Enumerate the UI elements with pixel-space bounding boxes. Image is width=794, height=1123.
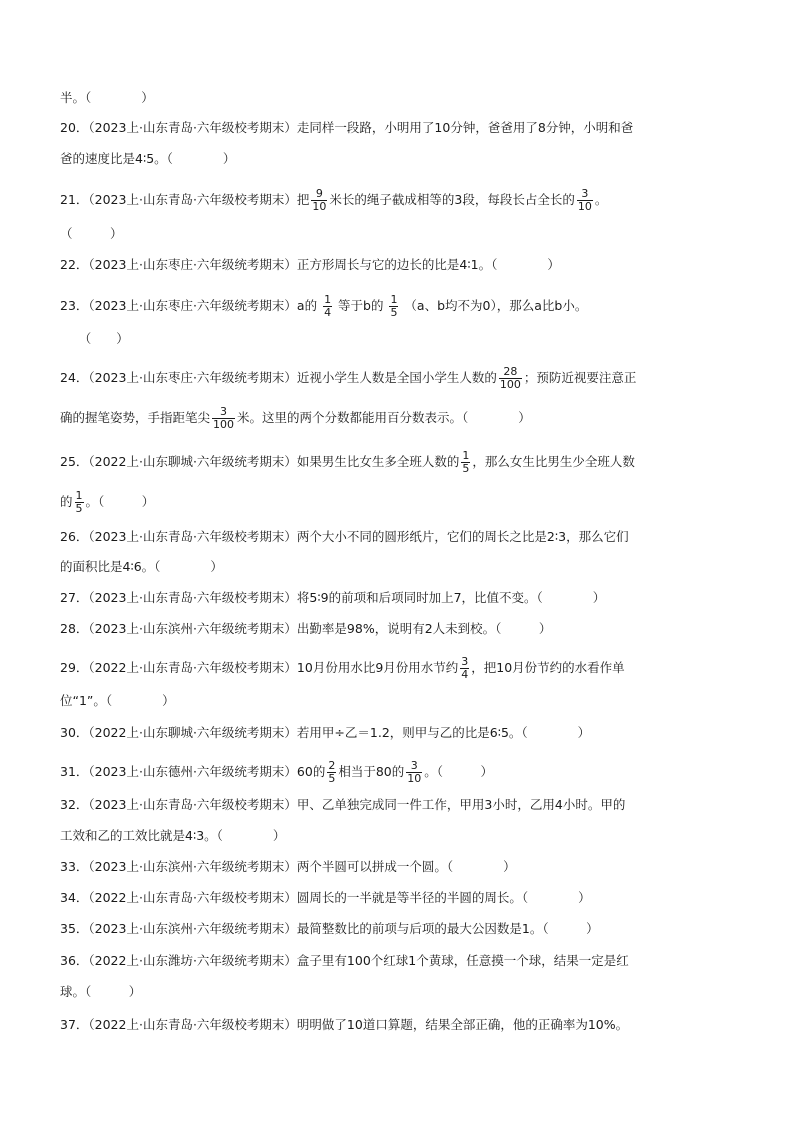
question-text: 24．（2023上·山东枣庄·六年级统考期末）近视小学生人数是全国小学生人数的 (60, 370, 497, 385)
question-text: 的面积比是4∶6。（ ） (60, 559, 223, 574)
fraction (461, 450, 470, 475)
question-text: 工效和乙的工效比就是4∶3。（ ） (60, 828, 286, 843)
question-line-q37 (60, 1016, 628, 1034)
fraction-denominator: 5 (390, 306, 398, 319)
question-line-q32b (60, 827, 285, 845)
fraction-numerator: 9 (311, 188, 327, 201)
question-line-q28 (60, 620, 551, 638)
question-text: （ ） (60, 331, 129, 346)
question-text: 20．（2023上·山东青岛·六年级校考期末）走同样一段路，小明用了10分钟，爸爸用了8分钟，小明和爸 (60, 120, 634, 135)
fraction (406, 760, 422, 785)
fraction (577, 188, 593, 213)
question-text: 等于b的 (334, 298, 388, 313)
fraction-numerator: 1 (324, 293, 332, 306)
fraction (75, 490, 84, 515)
fraction (212, 406, 235, 431)
question-text: 。（ ） (424, 764, 493, 779)
fraction (311, 188, 327, 213)
fraction-denominator: 4 (461, 668, 469, 681)
question-text: 半。（ ） (60, 90, 154, 105)
question-line-q29b (60, 692, 175, 710)
question-line-q20a (60, 119, 633, 137)
question-line-q20b (60, 150, 235, 168)
question-text: ，那么女生比男生少全班人数 (472, 454, 635, 469)
question-text: 31．（2023上·山东德州·六年级统考期末）60的 (60, 764, 326, 779)
question-text: 26．（2023上·山东青岛·六年级校考期末）两个大小不同的圆形纸片，它们的周长之比是2∶3，那么它们 (60, 529, 629, 544)
question-line-q23a (60, 294, 587, 319)
question-line-q24b (60, 406, 531, 431)
fraction-denominator: 5 (462, 462, 470, 475)
fraction (389, 294, 398, 319)
question-text: 。 (594, 192, 608, 207)
question-line-q36b (60, 983, 141, 1001)
question-text: 确的握笔姿势，手指距笔尖 (60, 410, 211, 425)
question-text: 爸的速度比是4∶5。（ ） (60, 151, 236, 166)
fraction-denominator: 4 (324, 306, 332, 319)
question-text: 27．（2023上·山东青岛·六年级校考期末）将5∶9的前项和后项同时加上7，比值不变。（ ） (60, 590, 606, 605)
question-text: 米。这里的两个分数都能用百分数表示。（ ） (237, 410, 531, 425)
question-line-q29a (60, 656, 625, 681)
fraction-denominator: 100 (499, 378, 521, 391)
question-line-q25b (60, 490, 154, 515)
fraction-denominator: 10 (577, 200, 592, 213)
question-line-q23b (60, 330, 129, 348)
question-text: 。（ ） (85, 494, 155, 509)
fraction-numerator: 3 (577, 188, 593, 201)
question-text: 位“1”。（ ） (60, 693, 175, 708)
question-line-q34 (60, 889, 591, 907)
question-text: 25．（2022上·山东聊城·六年级统考期末）如果男生比女生多全班人数的 (60, 454, 460, 469)
fraction (460, 656, 469, 681)
question-line-q24a (60, 366, 636, 391)
fraction-denominator: 5 (328, 772, 336, 785)
question-text: 23．（2023上·山东枣庄·六年级统考期末）a的 (60, 298, 322, 313)
question-line-q35 (60, 920, 599, 938)
question-text: 37．（2022上·山东青岛·六年级校考期末）明明做了10道口算题，结果全部正确，他的正确率为10%。 (60, 1017, 629, 1032)
question-text: 34．（2022上·山东青岛·六年级校考期末）圆周长的一半就是等半径的半圆的周长。（ ） (60, 890, 591, 905)
question-line-q27 (60, 589, 605, 607)
question-text: 29．（2022上·山东青岛·六年级校考期末）10月份用水比9月份用水节约 (60, 660, 459, 675)
fraction-numerator: 3 (461, 655, 469, 668)
question-text: 21．（2023上·山东青岛·六年级校考期末）把 (60, 192, 310, 207)
fraction-denominator: 10 (407, 772, 422, 785)
question-text: ，把10月份节约的水看作单 (471, 660, 625, 675)
question-line-q21b (60, 225, 123, 243)
question-text: （a、b均不为0），那么a比b小。 (400, 298, 588, 313)
question-text: 相当于80的 (338, 764, 405, 779)
fraction (327, 760, 336, 785)
question-text: （ ） (60, 226, 123, 241)
question-line-q22 (60, 256, 560, 274)
fraction (323, 294, 332, 319)
question-line-q32a (60, 796, 625, 814)
question-line-q26b (60, 558, 223, 576)
question-text: ；预防近视要注意正 (523, 370, 637, 385)
question-text: 的 (60, 494, 73, 509)
question-line-q19 (60, 89, 154, 107)
question-line-q36a (60, 952, 629, 970)
question-text: 33．（2023上·山东滨州·六年级统考期末）两个半圆可以拼成一个圆。（ ） (60, 859, 516, 874)
question-line-q21a (60, 188, 607, 213)
question-text: 米长的绳子截成相等的3段，每段长占全长的 (329, 192, 575, 207)
question-text: 32．（2023上·山东青岛·六年级校考期末）甲、乙单独完成同一件工作，甲用3小时，乙用4小时。甲的 (60, 797, 626, 812)
question-line-q26a (60, 528, 629, 546)
question-text: 28．（2023上·山东滨州·六年级统考期末）出勤率是98%，说明有2人未到校。（ ） (60, 621, 552, 636)
question-line-q30 (60, 724, 590, 742)
question-line-q25a (60, 450, 635, 475)
fraction-denominator: 100 (213, 418, 235, 431)
question-line-q31 (60, 760, 493, 785)
question-text: 22．（2023上·山东枣庄·六年级统考期末）正方形周长与它的边长的比是4∶1。（ ） (60, 257, 560, 272)
question-text: 30．（2022上·山东聊城·六年级统考期末）若用甲÷乙＝1.2，则甲与乙的比是6∶5。（ ） (60, 725, 591, 740)
question-text: 35．（2023上·山东滨州·六年级统考期末）最简整数比的前项与后项的最大公因数是1。（ ） (60, 921, 599, 936)
fraction-numerator: 28 (499, 366, 522, 379)
fraction-numerator: 1 (462, 449, 470, 462)
fraction-numerator: 1 (75, 489, 83, 502)
question-line-q33 (60, 858, 516, 876)
fraction-numerator: 3 (406, 760, 422, 773)
fraction-denominator: 5 (75, 502, 83, 515)
question-text: 球。（ ） (60, 984, 142, 999)
question-text: 36．（2022上·山东潍坊·六年级统考期末）盒子里有100个红球1个黄球，任意摸一个球，结果一定是红 (60, 953, 629, 968)
fraction-numerator: 2 (328, 759, 336, 772)
fraction (499, 366, 522, 391)
fraction-numerator: 1 (390, 293, 398, 306)
fraction-denominator: 10 (312, 200, 327, 213)
fraction-numerator: 3 (212, 406, 235, 419)
